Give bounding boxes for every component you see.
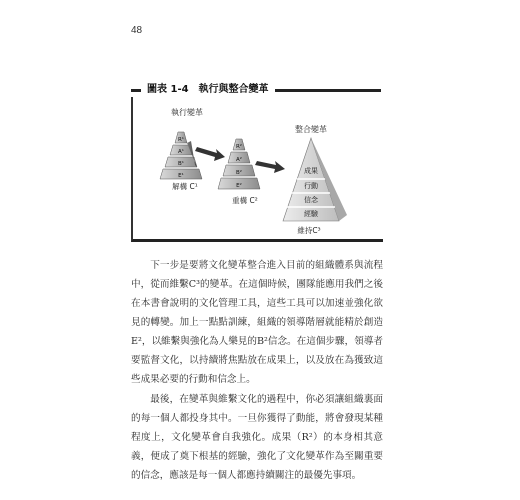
right-level-1: 成果 xyxy=(304,167,318,175)
body-text xyxy=(131,256,383,485)
right-level-4: 經驗 xyxy=(304,210,318,218)
right-level-2: 行動 xyxy=(304,182,318,190)
middle-pyramid-caption: 重構 C² xyxy=(232,196,258,205)
left-level-1: R¹ xyxy=(177,137,185,143)
paragraph-2: 最後，在變革與維繫文化的過程中，你必須讓組織裏面的每一個人都投身其中。一旦你獲得了動能，將會發現某種程度上，文化變革會自我強化。成果（R²）的本身相其意義，便成了奠下根基的經驗，強化了文化變革作為至關重要的信念，應該是每一個人都應持續關注的最優先事項。 xyxy=(131,394,383,481)
right-level-3: 信念 xyxy=(304,196,318,204)
middle-level-2: A² xyxy=(236,157,242,163)
figure-frame xyxy=(131,97,383,242)
middle-level-4: E² xyxy=(236,183,242,189)
left-pyramid-caption: 解構 C¹ xyxy=(172,182,198,191)
arrow-middle-to-right xyxy=(255,161,285,173)
arrow-left-to-middle xyxy=(195,147,225,161)
left-pyramid-label: 執行變革 xyxy=(171,108,203,117)
left-level-2: A¹ xyxy=(178,149,184,155)
middle-level-3: B² xyxy=(236,170,242,176)
left-level-3: B¹ xyxy=(178,161,184,167)
page-number: 48 xyxy=(131,25,143,36)
middle-level-1: R² xyxy=(235,144,243,150)
middle-pyramid xyxy=(218,139,260,189)
paragraph-1: 下一步是要將文化變革整合進入目前的組織體系與流程中，從而維繫C³的變革。在這個時候，團隊能應用我們之後在本書會說明的文化管理工具，這些工具可以加速並強化欲見的轉變。加上一點點訓練，組織的領導階層就能精於創造E²，以維繫與強化為人樂見的B²信念。在這個步驟，領導者要監督文化，以持續將焦點放在成果上，以及放在為獲致這些成果必要的行動和信念上。 xyxy=(131,260,383,385)
right-pyramid-label: 整合變革 xyxy=(295,125,327,134)
figure-diagram xyxy=(133,97,383,239)
figure-title: 圖表 1-4 執行與整合變革 xyxy=(141,81,275,99)
left-level-4: E¹ xyxy=(178,173,184,179)
right-pyramid xyxy=(283,138,347,221)
left-pyramid xyxy=(160,132,202,179)
right-pyramid-caption: 維持C³ xyxy=(297,226,321,235)
